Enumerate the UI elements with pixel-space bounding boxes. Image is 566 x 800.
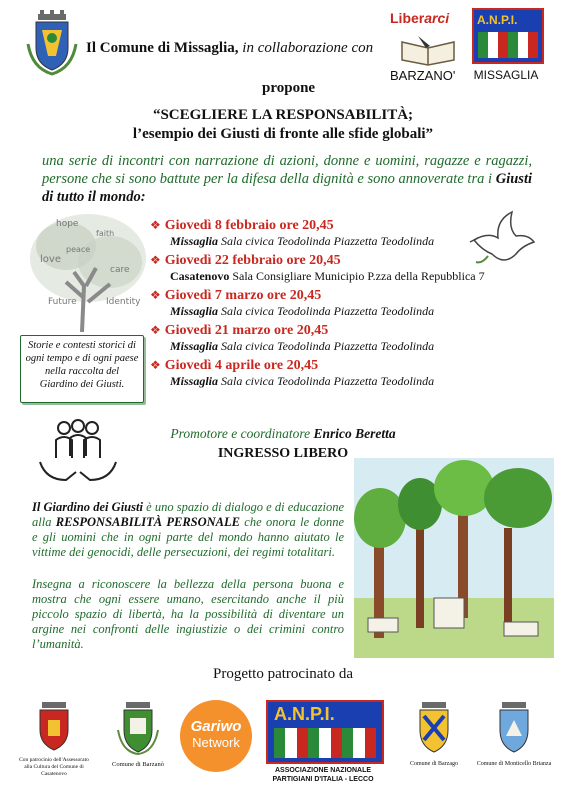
barzano-crest-icon: [116, 700, 160, 756]
barzano-label: BARZANO': [390, 68, 456, 83]
garden-text-b: è uno spazio di dialogo e di educazione alla: [32, 500, 344, 529]
anpi-lecco-text: A.N.P.I.: [274, 704, 335, 724]
event-place: Sala civica Teodolinda Piazzetta Teodolinda: [218, 374, 435, 388]
intro-end: :: [140, 189, 146, 205]
sponsor-monticello: [476, 700, 552, 790]
event-item-4: [150, 321, 560, 354]
bullet-icon: ❖: [150, 358, 161, 372]
promoter-name: Enrico Beretta: [313, 426, 396, 441]
event-town: Missaglia: [170, 374, 219, 388]
arci-text-b: arci: [424, 10, 450, 26]
anpi-lecco-line2: PARTIGIANI D'ITALIA - LECCO: [272, 776, 374, 783]
event-place: Sala civica Teodolinda Piazzetta Teodolinda: [218, 304, 435, 318]
event-date: Giovedì 22 febbraio ore 20,45: [164, 253, 341, 268]
anpi-lecco-logo: [266, 700, 386, 790]
collab-text: in collaborazione con: [238, 40, 374, 56]
event-item-1: [150, 216, 560, 249]
sponsor-caption-2: Comune di Barzanò: [112, 761, 164, 768]
bullet-icon: ❖: [150, 323, 161, 337]
sponsor-casatenovo: [18, 700, 90, 790]
svg-text:care: care: [110, 265, 130, 275]
bullet-icon: ❖: [150, 253, 161, 267]
casatenovo-crest-icon: [34, 700, 74, 752]
garden-paragraph-2: Insegna a riconoscere la bellezza della persona buona e mostra che ogni essere umano, esercitando anche il più piccolo spazio di libertà, ha la possibilità di diventare un argine nei confronti delle ingiustizie o dei crimini contro l’umanità.: [32, 577, 344, 651]
event-town: Missaglia: [170, 234, 219, 248]
event-town: Missaglia: [170, 339, 219, 353]
anpi-city-label: MISSAGLIA: [473, 68, 539, 82]
network-text: Network: [192, 735, 240, 750]
title-line1: “SCEGLIERE LA RESPONSABILITÀ;: [152, 107, 414, 123]
word-tree-illustration: [26, 206, 150, 332]
monticello-crest-icon: [494, 700, 534, 756]
intro-emph: Giusti di tutto il mondo: [42, 171, 532, 205]
svg-text:peace: peace: [66, 245, 91, 254]
garden-text-d: che onora le donne e gli uomini che in ogni parte del mondo hanno aiutato le vittime dei genocidi, delle persecuzioni, dei regimi totalitari.: [32, 515, 344, 559]
svg-text:love: love: [40, 254, 61, 265]
event-item-5: [150, 356, 560, 389]
gariwo-logo: [180, 700, 252, 772]
intro-paragraph: [42, 152, 532, 206]
event-place: Sala civica Teodolinda Piazzetta Teodolinda: [218, 339, 435, 353]
header-intro: [86, 40, 373, 57]
gariwo-text: Gariwo: [190, 718, 242, 735]
stories-note-box: [20, 335, 144, 403]
intro-text: una serie di incontri con narrazione di azioni, donne e uomini, ragazze e ragazzi, persone che si sono battute per la difesa della dignità e sono annoverate tra i: [42, 153, 532, 187]
event-item-3: [150, 286, 560, 319]
svg-text:faith: faith: [96, 229, 115, 238]
title-line2: l’esempio dei Giusti di fronte alle sfide globali”: [132, 126, 434, 142]
event-date: Giovedì 4 aprile ore 20,45: [164, 358, 319, 373]
patron-label: Progetto patrocinato da: [213, 666, 353, 682]
sponsor-caption-6: Comune di Monticello Brianza: [476, 761, 552, 767]
bullet-icon: ❖: [150, 288, 161, 302]
sponsor-barzago: [404, 700, 464, 790]
sponsor-caption-5: Comune di Barzago: [410, 761, 458, 767]
arci-text-a: Liber: [390, 10, 425, 26]
arci-logo: [384, 4, 470, 88]
event-town: Missaglia: [170, 304, 219, 318]
responsibility-text: RESPONSABILITÀ PERSONALE: [55, 515, 240, 529]
bullet-icon: ❖: [150, 218, 161, 232]
garden-paragraph: [32, 500, 344, 560]
svg-text:Future: Future: [48, 297, 77, 307]
promoter-line: [0, 426, 566, 442]
event-place: Sala Consigliare Municipio P.zza della Repubblica 7: [229, 269, 485, 283]
propone-text: propone: [262, 80, 316, 96]
event-town: Casatenovo: [170, 269, 230, 283]
garden-name: Il Giardino dei Giusti: [32, 500, 143, 514]
event-date: Giovedì 21 marzo ore 20,45: [164, 323, 329, 338]
missaglia-crest: [22, 8, 82, 78]
anpi-logo-text: A.N.P.I.: [477, 13, 518, 27]
event-list: [150, 216, 560, 389]
event-item-2: [150, 251, 560, 284]
svg-text:Identity: Identity: [106, 297, 141, 307]
anpi-lecco-line1: ASSOCIAZIONE NAZIONALE: [274, 767, 372, 774]
event-place: Sala civica Teodolinda Piazzetta Teodolinda: [218, 234, 435, 248]
comune-name: Il Comune di Missaglia,: [86, 40, 239, 56]
event-title: [0, 106, 566, 144]
promoter-label: Promotore e coordinatore: [170, 426, 314, 441]
stories-note-text: Storie e contesti storici di ogni tempo e di ogni paese nella raccolta del Giardino dei Giusti.: [25, 340, 139, 390]
garden-illustration: [354, 458, 554, 658]
event-date: Giovedì 8 febbraio ore 20,45: [164, 218, 334, 233]
barzago-crest-icon: [414, 700, 454, 756]
svg-text:hope: hope: [56, 219, 79, 229]
sponsor-caption-1: Con patrocinio dell'Assessorato alla Cultura del Comune di Casatenovo: [19, 757, 89, 777]
free-entry-text: INGRESSO LIBERO: [217, 446, 349, 461]
anpi-missaglia-logo: [472, 8, 544, 82]
sponsor-barzano: [108, 700, 168, 790]
event-date: Giovedì 7 marzo ore 20,45: [164, 288, 322, 303]
book-icon: [398, 32, 458, 66]
